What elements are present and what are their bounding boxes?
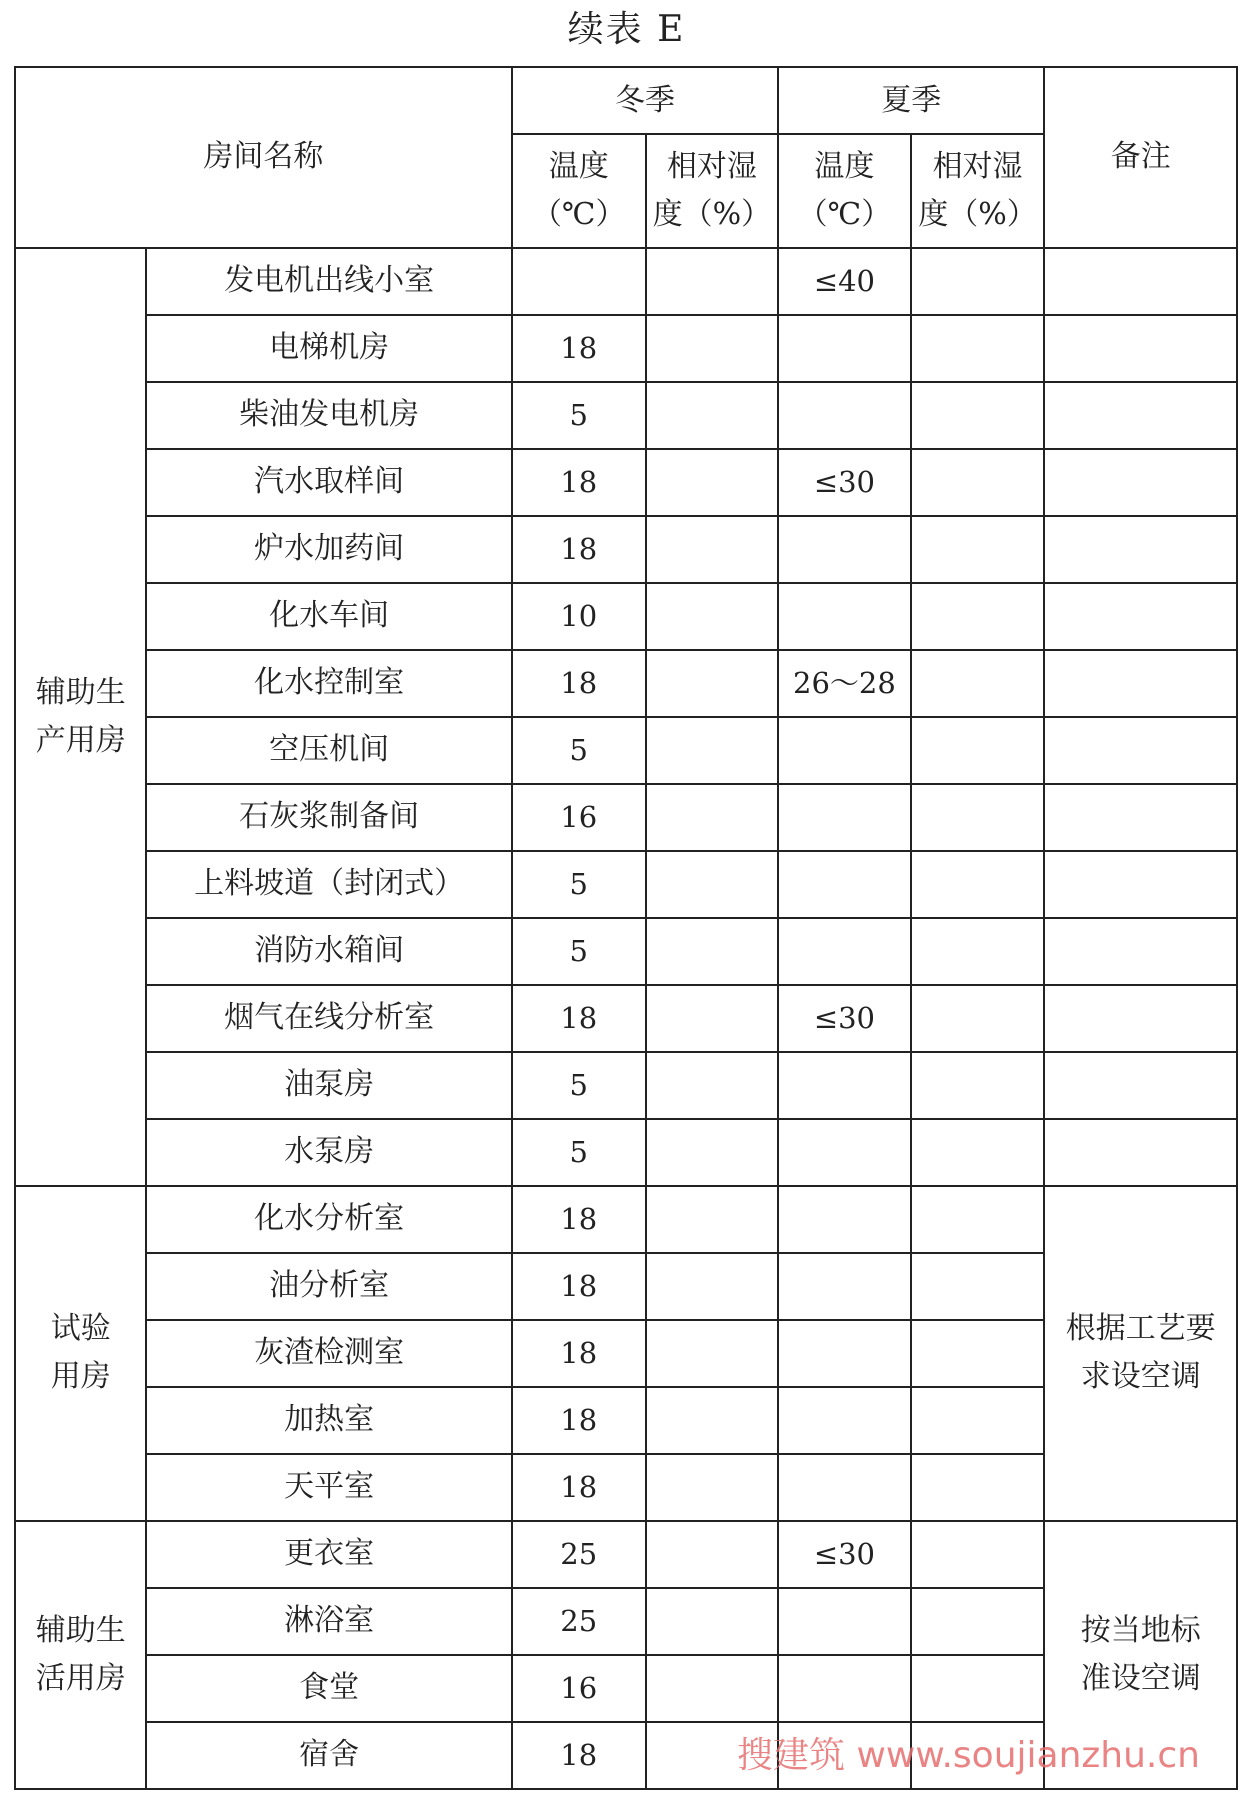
group-label: 试验 用房 bbox=[15, 1186, 146, 1521]
winter-rh-cell bbox=[646, 1454, 779, 1521]
table-title: 续表 E bbox=[567, 9, 686, 50]
winter-rh-cell bbox=[646, 382, 779, 449]
summer-rh-cell bbox=[911, 1052, 1045, 1119]
summer-rh-cell bbox=[911, 1119, 1045, 1186]
summer-temp-cell bbox=[778, 1588, 911, 1655]
winter-rh-cell bbox=[646, 985, 779, 1052]
remark-cell bbox=[1044, 382, 1237, 449]
winter-rh-cell bbox=[646, 1119, 779, 1186]
header-remark: 备注 bbox=[1044, 67, 1237, 248]
table-row bbox=[15, 1521, 1237, 1588]
summer-temp-cell bbox=[778, 1253, 911, 1320]
winter-rh-cell bbox=[646, 1186, 779, 1253]
summer-rh-cell bbox=[911, 1655, 1045, 1722]
summer-rh-cell bbox=[911, 583, 1045, 650]
table-row bbox=[15, 315, 1237, 382]
room-name-cell: 化水分析室 bbox=[146, 1186, 511, 1253]
room-name-cell: 化水控制室 bbox=[146, 650, 511, 717]
room-name-cell: 柴油发电机房 bbox=[146, 382, 511, 449]
remark-cell bbox=[1044, 315, 1237, 382]
summer-temp-cell bbox=[778, 918, 911, 985]
summer-temp-cell: ≤30 bbox=[778, 449, 911, 516]
room-name-cell: 化水车间 bbox=[146, 583, 511, 650]
room-name-cell: 石灰浆制备间 bbox=[146, 784, 511, 851]
winter-temp-cell: 16 bbox=[512, 784, 646, 851]
summer-temp-cell bbox=[778, 784, 911, 851]
summer-temp-cell bbox=[778, 1454, 911, 1521]
winter-rh-cell bbox=[646, 717, 779, 784]
winter-rh-cell bbox=[646, 1253, 779, 1320]
winter-temp-cell: 5 bbox=[512, 382, 646, 449]
summer-rh-cell bbox=[911, 717, 1045, 784]
room-name-cell: 更衣室 bbox=[146, 1521, 511, 1588]
winter-rh-cell bbox=[646, 1387, 779, 1454]
winter-temp-cell: 18 bbox=[512, 315, 646, 382]
table-row bbox=[15, 985, 1237, 1052]
summer-temp-cell bbox=[778, 851, 911, 918]
header-winter-temp: 温度 （℃） bbox=[512, 134, 646, 248]
winter-temp-cell: 5 bbox=[512, 1052, 646, 1119]
table-row bbox=[15, 449, 1237, 516]
summer-temp-cell bbox=[778, 1655, 911, 1722]
room-name-cell: 宿舍 bbox=[146, 1722, 511, 1789]
summer-rh-cell bbox=[911, 851, 1045, 918]
summer-rh-cell bbox=[911, 1320, 1045, 1387]
summer-rh-cell bbox=[911, 1454, 1045, 1521]
room-name-cell: 空压机间 bbox=[146, 717, 511, 784]
winter-temp-cell: 18 bbox=[512, 516, 646, 583]
table-row bbox=[15, 851, 1237, 918]
remark-cell bbox=[1044, 1052, 1237, 1119]
winter-rh-cell bbox=[646, 918, 779, 985]
winter-temp-cell: 18 bbox=[512, 1320, 646, 1387]
summer-rh-cell bbox=[911, 1588, 1045, 1655]
room-name-cell: 食堂 bbox=[146, 1655, 511, 1722]
table-row bbox=[15, 918, 1237, 985]
winter-temp-cell: 18 bbox=[512, 449, 646, 516]
winter-rh-cell bbox=[646, 1521, 779, 1588]
winter-rh-cell bbox=[646, 650, 779, 717]
table-row bbox=[15, 1052, 1237, 1119]
winter-temp-cell: 16 bbox=[512, 1655, 646, 1722]
summer-rh-cell bbox=[911, 1387, 1045, 1454]
room-name-cell: 发电机出线小室 bbox=[146, 248, 511, 315]
room-name-cell: 水泵房 bbox=[146, 1119, 511, 1186]
room-name-cell: 电梯机房 bbox=[146, 315, 511, 382]
remark-cell bbox=[1044, 784, 1237, 851]
summer-temp-cell bbox=[778, 315, 911, 382]
winter-temp-cell: 25 bbox=[512, 1521, 646, 1588]
winter-rh-cell bbox=[646, 1588, 779, 1655]
summer-rh-cell bbox=[911, 918, 1045, 985]
winter-temp-cell: 5 bbox=[512, 851, 646, 918]
remark-cell bbox=[1044, 583, 1237, 650]
winter-rh-cell bbox=[646, 449, 779, 516]
summer-rh-cell bbox=[911, 1186, 1045, 1253]
winter-temp-cell: 5 bbox=[512, 918, 646, 985]
summer-rh-cell bbox=[911, 650, 1045, 717]
room-name-cell: 炉水加药间 bbox=[146, 516, 511, 583]
summer-temp-cell bbox=[778, 717, 911, 784]
room-name-cell: 上料坡道（封闭式） bbox=[146, 851, 511, 918]
summer-rh-cell bbox=[911, 985, 1045, 1052]
summer-temp-cell bbox=[778, 1119, 911, 1186]
group-label: 辅助生 活用房 bbox=[15, 1521, 146, 1789]
winter-temp-cell: 5 bbox=[512, 717, 646, 784]
remark-cell: 按当地标 准设空调 bbox=[1044, 1521, 1237, 1789]
room-name-cell: 灰渣检测室 bbox=[146, 1320, 511, 1387]
room-name-cell: 油泵房 bbox=[146, 1052, 511, 1119]
winter-temp-cell: 18 bbox=[512, 1387, 646, 1454]
winter-temp-cell bbox=[512, 248, 646, 315]
table-row bbox=[15, 583, 1237, 650]
winter-rh-cell bbox=[646, 516, 779, 583]
winter-rh-cell bbox=[646, 1052, 779, 1119]
winter-rh-cell bbox=[646, 315, 779, 382]
remark-cell bbox=[1044, 1119, 1237, 1186]
header-summer-temp: 温度 （℃） bbox=[778, 134, 911, 248]
winter-rh-cell bbox=[646, 784, 779, 851]
header-summer: 夏季 bbox=[778, 67, 1044, 134]
remark-cell bbox=[1044, 650, 1237, 717]
room-name-cell: 烟气在线分析室 bbox=[146, 985, 511, 1052]
summer-temp-cell bbox=[778, 1186, 911, 1253]
room-name-cell: 油分析室 bbox=[146, 1253, 511, 1320]
table-row bbox=[15, 650, 1237, 717]
room-name-cell: 汽水取样间 bbox=[146, 449, 511, 516]
summer-temp-cell: ≤40 bbox=[778, 248, 911, 315]
winter-rh-cell bbox=[646, 851, 779, 918]
summer-rh-cell bbox=[911, 1521, 1045, 1588]
summer-rh-cell bbox=[911, 1253, 1045, 1320]
room-name-cell: 天平室 bbox=[146, 1454, 511, 1521]
table-row bbox=[15, 784, 1237, 851]
table-row bbox=[15, 1186, 1237, 1253]
summer-temp-cell bbox=[778, 516, 911, 583]
summer-temp-cell bbox=[778, 1052, 911, 1119]
remark-cell bbox=[1044, 717, 1237, 784]
summer-temp-cell bbox=[778, 382, 911, 449]
winter-temp-cell: 5 bbox=[512, 1119, 646, 1186]
winter-temp-cell: 18 bbox=[512, 1454, 646, 1521]
table-row bbox=[15, 1119, 1237, 1186]
remark-cell bbox=[1044, 516, 1237, 583]
summer-rh-cell bbox=[911, 449, 1045, 516]
table-row bbox=[15, 717, 1237, 784]
temperature-humidity-table bbox=[14, 66, 1238, 1790]
summer-temp-cell bbox=[778, 583, 911, 650]
winter-temp-cell: 10 bbox=[512, 583, 646, 650]
summer-temp-cell: ≤30 bbox=[778, 1521, 911, 1588]
winter-rh-cell bbox=[646, 248, 779, 315]
summer-temp-cell bbox=[778, 1320, 911, 1387]
table-row bbox=[15, 382, 1237, 449]
remark-cell bbox=[1044, 248, 1237, 315]
table-row bbox=[15, 516, 1237, 583]
room-name-cell: 淋浴室 bbox=[146, 1588, 511, 1655]
winter-rh-cell bbox=[646, 583, 779, 650]
watermark: 搜建筑 www.soujianzhu.cn bbox=[737, 1735, 1200, 1776]
summer-temp-cell bbox=[778, 1387, 911, 1454]
winter-temp-cell: 18 bbox=[512, 650, 646, 717]
summer-rh-cell bbox=[911, 315, 1045, 382]
table-row bbox=[15, 248, 1237, 315]
header-summer-rh: 相对湿 度（%） bbox=[911, 134, 1045, 248]
winter-rh-cell bbox=[646, 1655, 779, 1722]
summer-rh-cell bbox=[911, 784, 1045, 851]
remark-cell bbox=[1044, 449, 1237, 516]
room-name-cell: 消防水箱间 bbox=[146, 918, 511, 985]
summer-temp-cell: ≤30 bbox=[778, 985, 911, 1052]
remark-cell bbox=[1044, 851, 1237, 918]
summer-rh-cell bbox=[911, 382, 1045, 449]
summer-rh-cell bbox=[911, 248, 1045, 315]
room-name-cell: 加热室 bbox=[146, 1387, 511, 1454]
winter-temp-cell: 25 bbox=[512, 1588, 646, 1655]
winter-temp-cell: 18 bbox=[512, 985, 646, 1052]
header-room-name: 房间名称 bbox=[15, 67, 512, 248]
remark-cell bbox=[1044, 918, 1237, 985]
header-winter-rh: 相对湿 度（%） bbox=[646, 134, 779, 248]
summer-temp-cell: 26～28 bbox=[778, 650, 911, 717]
winter-temp-cell: 18 bbox=[512, 1186, 646, 1253]
summer-rh-cell bbox=[911, 516, 1045, 583]
group-label: 辅助生 产用房 bbox=[15, 248, 146, 1186]
header-winter: 冬季 bbox=[512, 67, 778, 134]
remark-cell bbox=[1044, 985, 1237, 1052]
winter-temp-cell: 18 bbox=[512, 1253, 646, 1320]
remark-cell: 根据工艺要 求设空调 bbox=[1044, 1186, 1237, 1521]
winter-rh-cell bbox=[646, 1320, 779, 1387]
winter-temp-cell: 18 bbox=[512, 1722, 646, 1789]
